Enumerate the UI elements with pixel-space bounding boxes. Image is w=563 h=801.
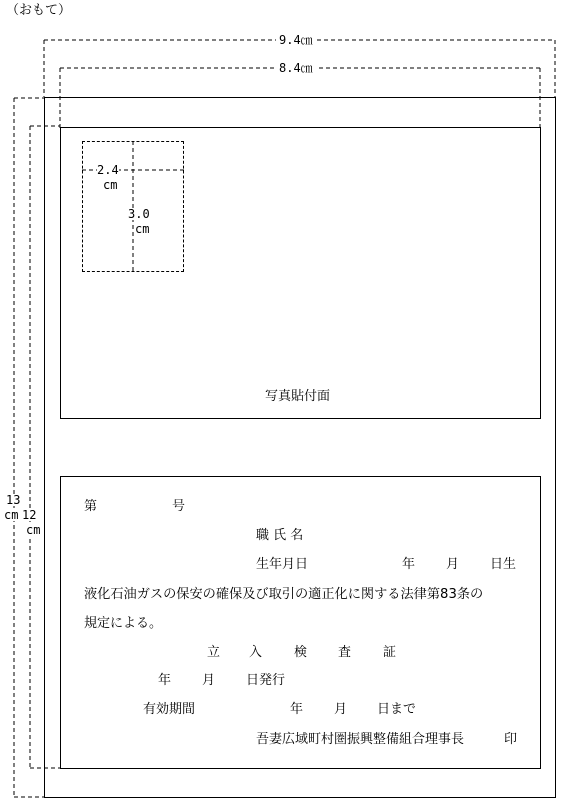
seal-mark: 印 (504, 732, 518, 747)
valid-year: 年 (290, 702, 304, 717)
number-prefix: 第 (84, 499, 98, 514)
issue-day: 日発行 (246, 673, 286, 688)
photo-height-number: 3.0 (128, 207, 150, 221)
outer-height-number: 13 (6, 493, 21, 507)
position-name-label: 職 氏 名 (256, 528, 304, 543)
photo-height-unit: cm (135, 222, 150, 236)
law-text-line1: 液化石油ガスの保安の確保及び取引の適正化に関する法律第83条の (84, 587, 484, 602)
birth-month: 月 (446, 557, 460, 572)
title-char-4: 査 (338, 645, 352, 660)
side-label: （おもて） (6, 3, 72, 18)
birth-date-label: 生年月日 (256, 557, 309, 572)
outer-width-label: 9.4㎝ (276, 34, 316, 46)
photo-width-unit: cm (103, 178, 118, 192)
inner-height-unit: cm (26, 523, 41, 537)
issue-month: 月 (202, 673, 216, 688)
valid-month: 月 (334, 702, 348, 717)
inner-width-label: 8.4㎝ (276, 62, 316, 74)
inner-height-number: 12 (22, 508, 37, 522)
law-text-line2: 規定による。 (84, 616, 163, 631)
issue-year: 年 (158, 673, 172, 688)
number-suffix: 号 (172, 499, 186, 514)
title-char-1: 立 (207, 645, 221, 660)
issuer-name: 吾妻広域町村圏振興整備組合理事長 (256, 732, 465, 747)
birth-year: 年 (402, 557, 416, 572)
photo-width-number: 2.4 (97, 163, 119, 177)
birth-day: 日生 (490, 557, 517, 572)
valid-day: 日まで (377, 702, 417, 717)
photo-caption: 写真貼付面 (265, 389, 331, 404)
title-char-3: 検 (294, 645, 308, 660)
valid-period-label: 有効期間 (143, 702, 196, 717)
outer-height-unit: cm (4, 508, 19, 522)
title-char-2: 入 (249, 645, 263, 660)
title-char-5: 証 (383, 645, 397, 660)
